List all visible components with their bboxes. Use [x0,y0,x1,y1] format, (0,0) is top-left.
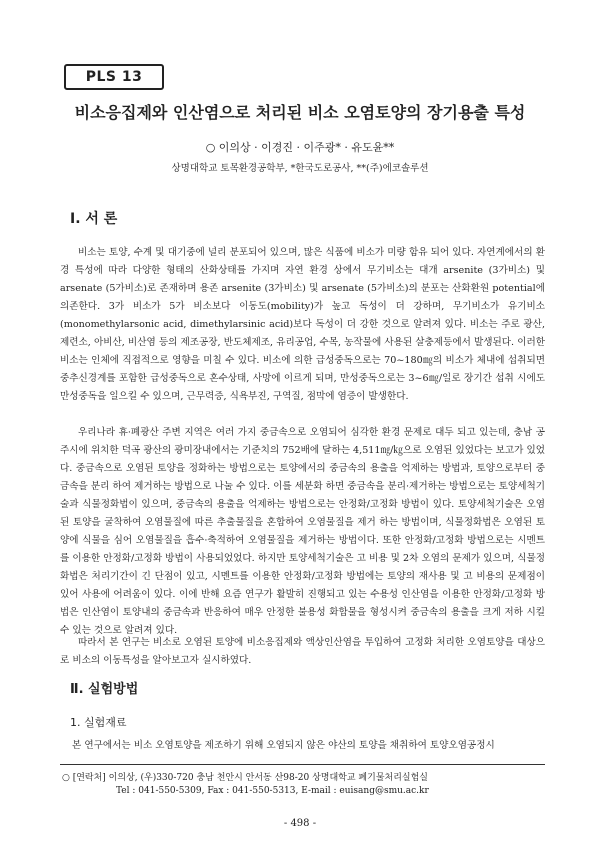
intro-paragraph-1: 비소는 토양, 수계 및 대기중에 널리 분포되어 있으며, 많은 식품에 비소가 미량 함유 되어 있다. 자연계에서의 환경 특성에 따라 다양한 형태의 산화상태를 가지며 자연 환경 상에서 무기비소는 대개 arsenite (3가비소) 및 arsenate (5가비소)로 존재하며 용존 arsenite (3가비소) 및 arsenate (5가비소)의 분포는 산화환원 potential에 의존한다. 3가 비소가 5가 비소보다 이동도(mobility)가 높고 독성이 더 강하며, 무기비소가 유기비소(monomethylarsonic acid, dimethylarsinic acid)보다 독성이 더 강한 것으로 알려져 있다. 비소는 주로 광산, 제련소, 아비산, 비산염 등의 제조공장, 반도체제조, 유리공업, 수목, 농작물에 사용된 살충제등에서 발생된다. 이러한 비소는 인체에 직접적으로 영향을 미칠 수 있다. 비소에 의한 급성중독으로는 70~180㎎의 비소가 체내에 섭취되면 중추신경계를 포함한 급성중독으로 혼수상태, 사망에 이르게 되며, 만성중독으로는 3~6㎎/일로 장기간 섭취 시에도 만성중독을 일으킬 수 있으며, 근무력증, 식욕부진, 구역질, 점막에 염증이 발생한다. [60,247,545,402]
page-number: - 498 - [283,818,317,829]
methods-paragraph: 본 연구에서는 비소 오염토양을 제조하기 위해 오염되지 않은 야산의 토양을 채취하여 토양오염공정시 [72,740,495,751]
section-heading-methods: Ⅱ. 실험방법 [70,682,139,697]
footnote-phone-email: Tel : 041-550-5309, Fax : 041-550-5313, E-mail : euisang@smu.ac.kr [116,786,429,796]
author-list: ○ 이의상 · 이경진 · 이주광* · 유도윤** [205,141,395,154]
footnote-contact: ○ [연락처] 이의상, (우)330-720 충남 천안시 안서동 산98-20 상명대학교 폐기물처리실험실 [62,773,428,783]
affiliation: 상명대학교 토목환경공학부, *한국도로공사, **(주)에코솔루션 [171,163,429,174]
subsection-heading-materials: 1. 실험재료 [70,716,127,729]
intro-paragraph-3: 따라서 본 연구는 비소로 오염된 토양에 비소응집제와 액상인산염을 투입하여 고정화 처리한 오염토양을 대상으로 비소의 이동특성을 알아보고자 실시하였다. [60,637,545,666]
intro-paragraph-2: 우리나라 휴·폐광산 주변 지역은 여러 가지 중금속으로 오염되어 심각한 환경 문제로 대두 되고 있는데, 충남 공주시에 위치한 덕곡 광산의 광미장내에서는 기준치의 752배에 달하는 4,511㎎/㎏으로 오염된 있었다는 보고가 있었다. 중금속으로 오염된 토양을 정화하는 방법으로는 토양에서의 중금속의 용출을 억제하는 방법과, 토양으로부터 중금속을 분리 하여 제거하는 방법으로 나눌 수 있다. 이를 세분화 하면 중금속을 분리·제거하는 방법으로는 토양세척기술과 식물정화법이 있으며, 중금속의 용출을 억제하는 방법으로는 안정화/고정화 방법이 있다. 토양세척기술은 오염된 토양을 굴착하여 오염물질에 따른 추출물질을 혼합하여 오염물질을 제거 하는 방법이며, 식물정화법은 오염된 토양에 식물을 심어 오염물질을 흡수·축적하여 오염물질을 제거하는 방법이다. 또한 안정화/고정화 방법으로는 시멘트를 이용한 안정화/고정화 방법이 사용되었었다. 하지만 토양세척기술은 고 비용 및 2차 오염의 문제가 있으며, 식물정화법은 처리기간이 긴 단점이 있고, 시멘트를 이용한 안정화/고정화 방법에는 토양의 재사용 및 고 비용의 문제점이 있어 사용에 어려움이 있다. 이에 반해 요즘 연구가 활발히 진행되고 있는 수용성 인산염을 이용한 안정화/고정화 방법은 인산염이 토양내의 중금속과 반응하여 매우 안정한 불용성 화합물을 형성시켜 중금속의 용출을 크게 저하 시킬 수 있는 것으로 알려져 있다. [60,427,545,636]
paper-title: 비소응집제와 인산염으로 처리된 비소 오염토양의 장기용출 특성 [74,103,526,122]
section-heading-introduction: Ⅰ. 서 론 [70,211,118,227]
session-badge: PLS 13 [64,64,164,90]
footnote-divider [60,764,545,765]
